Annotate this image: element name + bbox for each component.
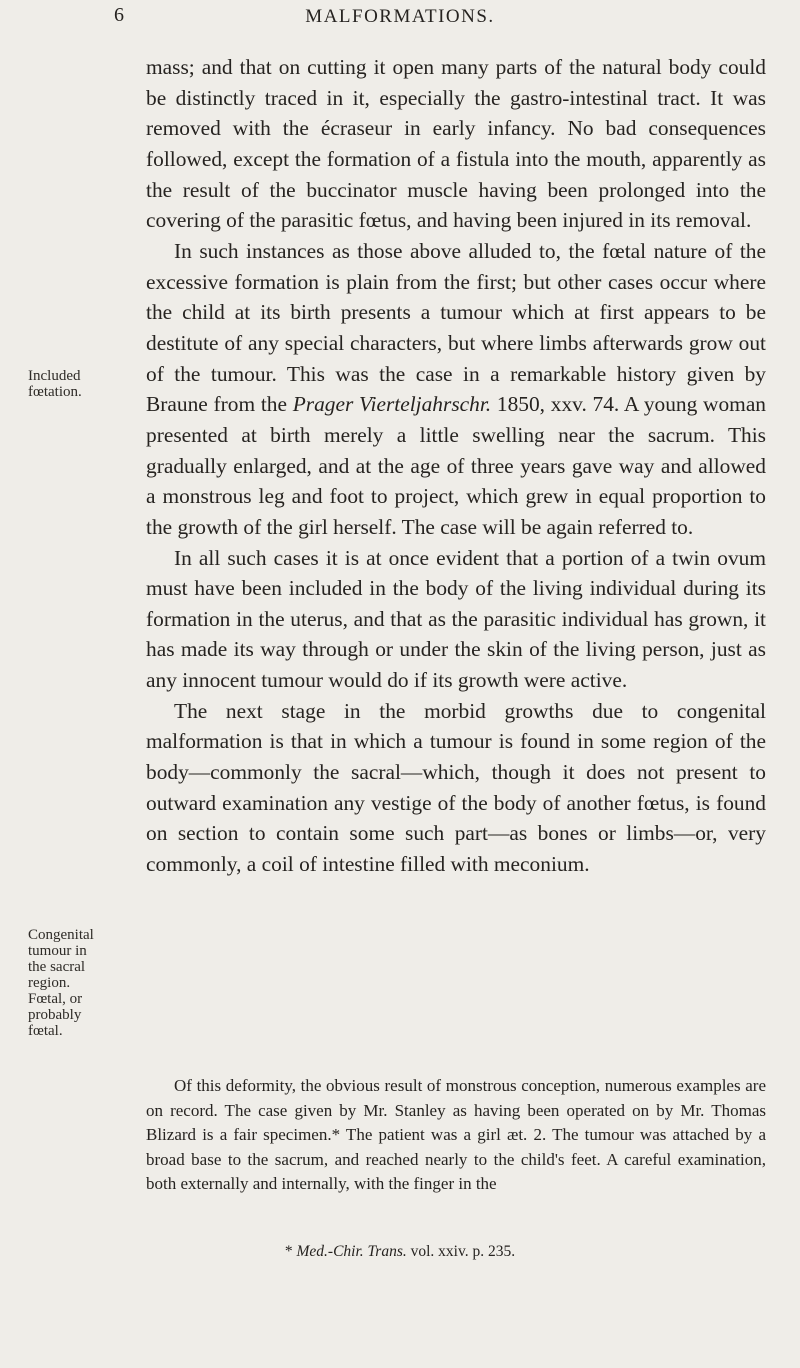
paragraph-text: 1850, xxv. 74. A young woman presented at birth merely a little swelling near the sacrum. This gradually enlarged, and at the age of three years gave way and allowed a monstrous leg and foot to project, which grew in equal proportion to the growth of the girl herself. The case will be again referred to. xyxy=(146,392,767,539)
page-number: 6 xyxy=(114,4,124,26)
journal-title: Prager Vierteljahrschr. xyxy=(292,392,492,417)
footnote-marker: * xyxy=(284,1243,297,1260)
sidenote-line: fœtal. xyxy=(28,1023,63,1039)
sidenote-line: Fœtal, or xyxy=(28,991,83,1007)
main-text xyxy=(146,52,766,880)
paragraph: mass; and that on cutting it open many parts of the natural body could be distinctly traced in it, especially the gastro-intestinal tract. It was removed with the écraseur in early infancy. No bad consequences followed, except the formation of a fistula into the mouth, apparently as the result of the buccinator muscle having been prolonged into the covering of the parasitic fœtus, and having been injured in its removal. xyxy=(146,55,766,233)
sidenote-line: fœtation. xyxy=(28,384,82,400)
sidenote-line: tumour in xyxy=(28,943,87,959)
footnote xyxy=(0,1243,800,1261)
sidenote-line: Included xyxy=(28,368,81,384)
sidenote-included xyxy=(28,368,140,400)
paragraph xyxy=(146,236,766,543)
sidenote-line: probably xyxy=(28,1007,82,1023)
sidenote-line: region. xyxy=(28,975,71,991)
running-head: MALFORMATIONS. xyxy=(305,6,495,27)
paragraph: The next stage in the morbid growths due to congenital malformation is that in which a tumour is found in some region of the body—commonly the sacral—which, though it does not present to outward examination any vestige of the body of another fœtus, is found on section to contain some such part—as bones or limbs—or, very commonly, a coil of intestine filled with meconium. xyxy=(146,698,766,877)
paragraph-text: In such instances as those above alluded to, the fœtal nature of the excessive formation is plain from the first; but other cases occur where the child at its birth presents a tumour which at first appears to be destitute of any special characters, but where limbs afterwards grow out of the tumour. This was the case in a remarkable history given by Braune from the xyxy=(146,238,766,417)
sidenote-line: the sacral xyxy=(28,959,86,975)
small-print-paragraph: Of this deformity, the obvious result of monstrous conception, numerous examples are on record. The case given by Mr. Stanley as having been operated on by Mr. Thomas Blizard is a fair specimen.* The patient was a girl æt. 2. The tumour was attached by a broad base to the sacrum, and reached nearly to the child's feet. A careful examination, both externally and internally, with the finger in the xyxy=(146,1076,766,1193)
sidenote-line: Congenital xyxy=(28,927,94,943)
footnote-reference: vol. xxiv. p. 235. xyxy=(406,1243,516,1260)
small-print-block xyxy=(146,1074,766,1197)
paragraph: In all such cases it is at once evident that a portion of a twin ovum must have been included in the body of the living individual during its formation in the uterus, and that as the parasitic individual has grown, it has made its way through or under the skin of the living person, just as any innocent tumour would do if its growth were active. xyxy=(146,545,766,693)
sidenote-congenital xyxy=(28,927,140,1039)
footnote-journal: Med.-Chir. Trans. xyxy=(296,1243,407,1260)
